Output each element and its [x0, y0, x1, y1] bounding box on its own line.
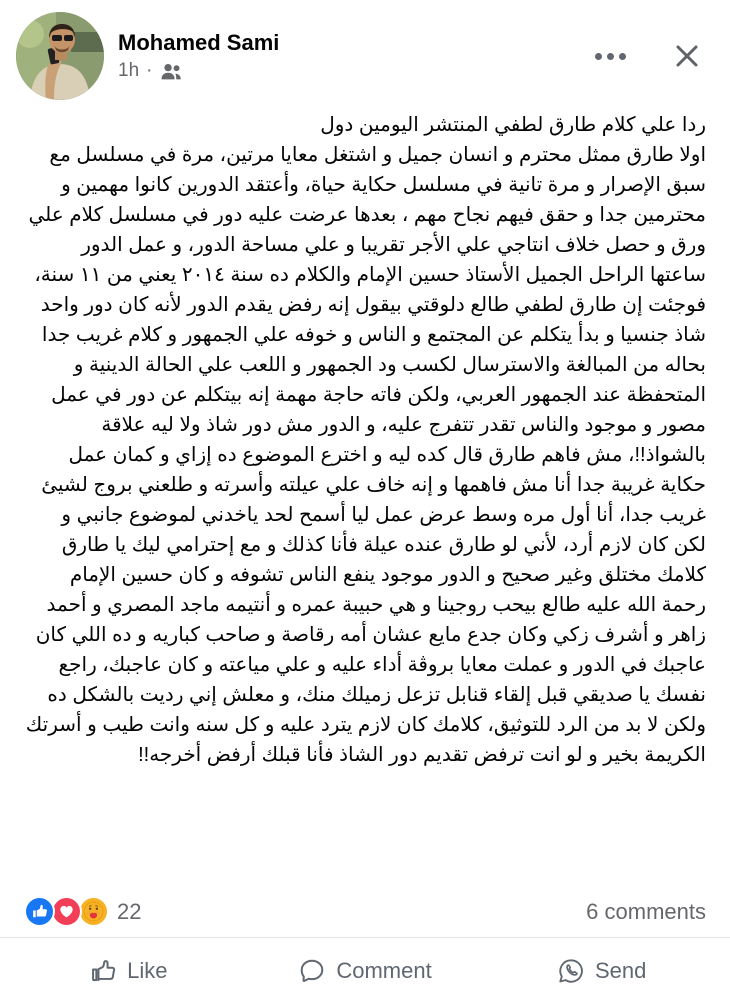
like-button[interactable] — [10, 938, 247, 1003]
close-button[interactable] — [666, 35, 708, 77]
send-button-label: Send — [594, 957, 647, 983]
three-dots-icon — [595, 53, 626, 60]
send-button[interactable] — [483, 938, 720, 1003]
comment-bubble-icon — [298, 957, 326, 985]
engagement-row — [0, 888, 730, 937]
like-button-label: Like — [127, 957, 168, 983]
author-name[interactable]: Mohamed Sami — [118, 29, 280, 55]
avatar-photo — [16, 12, 104, 100]
post-paragraph: اولا طارق ممثل محترم و انسان جميل و اشتغل معايا مرتين، مرة في مسلسل مع سبق الإصرار و مرة تانية في مسلسل حكاية حياة، وأعتقد الدورين كانوا مهمين و محترمين جدا و حقق فيهم نجاح مهم ، بعدها عرضت عليه دور في مسلسل كلام علي ورق و حصل خلاف انتاجي علي الأجر تقريبا و علي مساحة الدور، و عمل الدور ساعتها الراحل الجميل الأستاذ حسين الإمام والكلام ده سنة ٢٠١٤ يعني من ١١ سنة، فوجئت إن طارق لطفي طالع دلوقتي بيقول إنه رفض يقدم الدور لأنه كان دور واحد شاذ جنسيا و بدأ يتكلم عن المجتمع و الناس و خوفه علي الجمهور و كلام غريب جدا بحاله من المبالغة والاسترسال لكسب ود الجمهور و اللعب علي الحالة الدينية و المتحفظة عند الجمهور العربي، ولكن فاته حاجة مهمة إنه بيتكلم عن دور في عمل مصور و موجود والناس تقدر تتفرج عليه، و الدور مش دور شاذ ولا ليه علاقة بالشواذ!!، مش فاهم طارق قال كده ليه و اخترع الموضوع ده إزاي و كمان عمل حكاية غريبة جدا أنا مش فاهمها و إنه خاف علي عيلته وأسرته و طلعني بروج لشيئ غريب جدا، أنا أول مره وسط عرض عمل ليا أسمح لحد ياخدني لموضوع جانبي و لكن كان لازم أرد، لأني لو طارق عنده عيلة فأنا كذلك و مع إحترامي ليك يا طارق كلامك مختلق وغير صحيح و الدور موجود ينفع الناس تشوفه و كان حسين الإمام رحمة الله عليه طالع بيحب روجينا و هي حبيبة عمره و أنتيمه ماجد المصري و أحمد زاهر و أشرف زكي وكان جدع مايع عشان أمه رقاصة و صاحب كباريه و ده اللي كان عاجبك في الدور و عملت معايا بروڤة أداء عليه و علي مياعته و كان عاجبك، راجع نفسك يا صديقي قبل إلقاء قنابل تزعل زميلك منك، و معلش إني رديت بالشكل ده ولكن لا بد من الرد للتوثيق، كلامك كان لازم يترد عليه و كل سنه وانت طيب و أسرتك الكريمة بخير و لو انت ترفض تقديم دور الشاذ فأنا قبلك أرفض أخرجه!! — [25, 144, 706, 766]
comment-button-label: Comment — [336, 957, 432, 983]
send-whatsapp-icon — [557, 957, 585, 985]
post-body-text — [0, 108, 730, 888]
timestamp[interactable]: 1h — [118, 60, 140, 82]
friends-privacy-icon — [159, 60, 183, 82]
care-reaction-icon — [78, 896, 109, 927]
more-options-button[interactable] — [589, 47, 632, 66]
action-bar — [0, 937, 730, 1003]
post-paragraph: ردا علي كلام طارق لطفي المنتشر اليومين دول — [320, 114, 706, 136]
post-header — [0, 0, 730, 108]
like-reaction-icon — [24, 896, 55, 927]
header-controls — [589, 35, 712, 77]
avatar[interactable] — [16, 12, 104, 100]
close-x-icon — [672, 41, 702, 71]
comment-button[interactable] — [247, 938, 484, 1003]
love-reaction-icon — [51, 896, 82, 927]
reaction-count[interactable]: 22 — [117, 898, 142, 924]
post-meta-row — [118, 60, 589, 82]
meta-dot-separator: · — [146, 60, 153, 82]
thumbs-up-icon — [89, 957, 117, 985]
header-meta — [118, 30, 589, 82]
comments-count[interactable]: 6 comments — [586, 898, 706, 924]
reactions-group[interactable] — [24, 896, 141, 927]
